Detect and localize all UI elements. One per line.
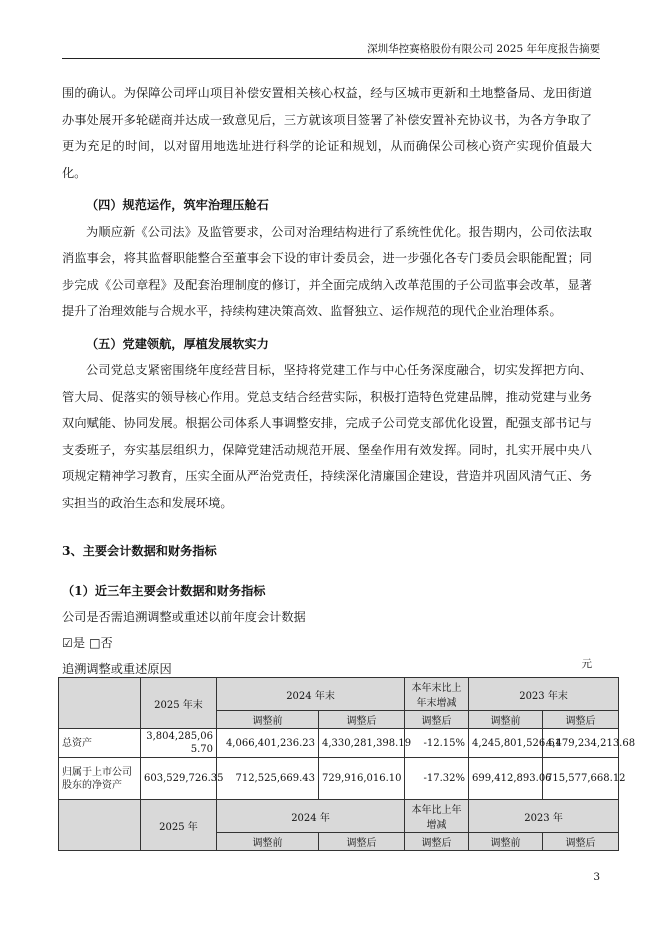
cell-net-assets-2024-after: 729,916,016.10 [319,758,405,800]
subheader-2024-before: 调整前 [217,711,319,729]
cell-total-assets-2023-after: 4,479,234,213.68 [543,729,619,758]
adjustment-reason-label: 追溯调整或重述原因 [62,662,172,676]
table-header-row-2 [59,800,619,833]
cell-net-assets-2025: 603,529,726.35 [141,758,217,800]
retrospective-question: 公司是否需追溯调整或重述以前年度会计数据 [62,610,306,624]
financial-data-table [58,677,636,851]
col-header-2025: 2025 年末 [141,678,217,729]
subheader-2023-after: 调整后 [543,711,619,729]
cell-net-assets-2023-before: 699,412,893.06 [469,758,543,800]
cell-total-assets-2024-after: 4,330,281,398.19 [319,729,405,758]
cell-total-assets-2025: 3,804,285,065.70 [141,729,217,758]
cell-net-assets-change: -17.32% [405,758,469,800]
col-header-change: 本年末比上年末增减 [405,678,469,711]
subheader2-change-after: 调整后 [405,833,469,851]
subheader2-2024-before: 调整前 [217,833,319,851]
cell-total-assets-change: -12.15% [405,729,469,758]
cell-net-assets-2024-before: 712,525,669.43 [217,758,319,800]
subheader2-2023-after: 调整后 [543,833,619,851]
col-header-2023-year: 2023 年 [469,800,619,833]
table-row [59,758,619,800]
col-header-2024: 2024 年末 [217,678,405,711]
paragraph-land-compensation: 围的确认。为保障公司坪山项目补偿安置相关核心权益，经与区城市更新和土地整备局、龙田街道办事处展开多轮磋商并达成一致意见后，三方就该项目签署了补偿安置补充协议书，为各方争取了更为充足的时间，以对留用地选址进行科学的论证和规划，从而确保公司核心资产实现价值最大化。 [62,86,592,180]
cell-net-assets-2023-after: 715,577,668.12 [543,758,619,800]
subheader2-2023-before: 调整前 [469,833,543,851]
subheader-2023-before: 调整前 [469,711,543,729]
heading-party-building: （五）党建领航，厚植发展软实力 [86,336,269,351]
subheader2-2024-after: 调整后 [319,833,405,851]
table-corner-cell-2 [59,800,141,851]
subheader-2024-after: 调整后 [319,711,405,729]
row-label-net-assets: 归属于上市公司股东的净资产 [59,758,141,800]
page-number: 3 [593,871,600,883]
cell-total-assets-2023-before: 4,245,801,526.61 [469,729,543,758]
col-header-2025-year: 2025 年 [141,800,217,851]
cell-total-assets-2024-before: 4,066,401,236.23 [217,729,319,758]
subheader-change-after: 调整后 [405,711,469,729]
paragraph-governance: 为顺应新《公司法》及监管要求，公司对治理结构进行了系统性优化。报告期内，公司依法取消监事会，将其监督职能整合至董事会下设的审计委员会，进一步强化各专门委员会职能配置；同步完成《公司章程》及配套治理制度的修订，并全面完成纳入改革范围的子公司监事会改革，显著提升了治理效能与合规水平，持续构建决策高效、监督独立、运作规范的现代企业治理体系。 [62,224,592,318]
table-row [59,729,619,758]
retrospective-checkbox: ☑是 □否 [62,636,113,650]
table-corner-cell [59,678,141,729]
report-header: 深圳华控赛格股份有限公司 2025 年年度报告摘要 [367,43,600,55]
col-header-2023: 2023 年末 [469,678,619,711]
currency-unit: 元 [581,658,592,670]
section-title-accounting-data: 3、主要会计数据和财务指标 [62,544,217,558]
header-divider [62,58,600,59]
col-header-change-year: 本年比上年增减 [405,800,469,833]
col-header-2024-year: 2024 年 [217,800,405,833]
subsection-title-three-years: （1）近三年主要会计数据和财务指标 [62,584,266,598]
paragraph-party-building: 公司党总支紧密围绕年度经营目标，坚持将党建工作与中心任务深度融合，切实发挥把方向、管大局、促落实的领导核心作用。党总支结合经营实际，积极打造特色党建品牌，推动党建与业务双向赋能、协同发展。根据公司体系人事调整安排，完成子公司党支部优化设置，配强支部书记与支委班子，夯实基层组织力，保障党建活动规范开展、堡垒作用有效发挥。同时，扎实开展中央八项规定精神学习教育，压实全面从严治党责任，持续深化清廉国企建设，营造并巩固风清气正、务实担当的政治生态和发展环境。 [62,363,592,510]
row-label-total-assets: 总资产 [59,729,141,758]
report-body [62,80,592,708]
heading-governance: （四）规范运作，筑牢治理压舱石 [86,198,269,212]
table-header-row [59,678,619,711]
